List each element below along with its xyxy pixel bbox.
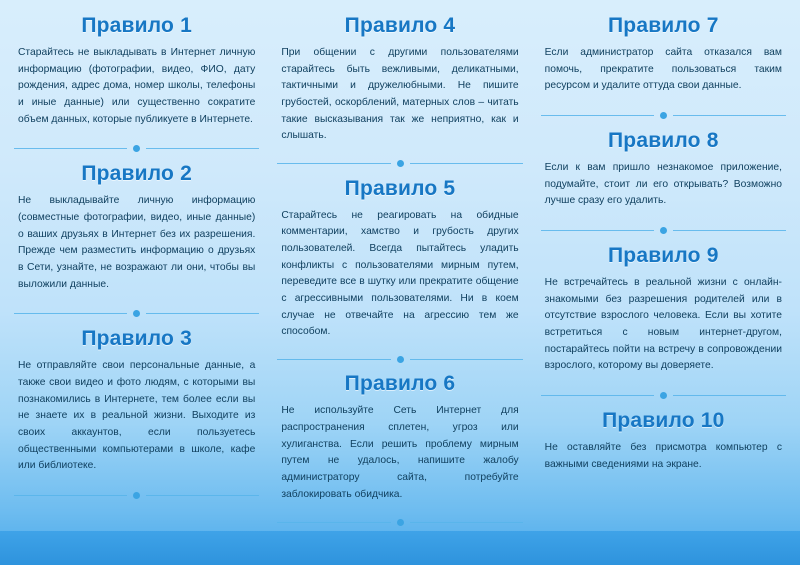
divider-line-right [146,313,259,314]
divider-dot-icon [397,519,404,526]
divider-line-left [541,395,654,396]
rule-title-3: Правило 3 [81,327,192,351]
rule-card-2 [14,158,259,293]
divider-2 [14,305,259,321]
divider-line-left [277,359,390,360]
divider-line-right [146,495,259,496]
rule-title-8: Правило 8 [608,129,719,153]
rule-title-1: Правило 1 [81,14,192,37]
divider-line-right [410,163,523,164]
rule-card-7 [541,10,786,95]
rule-card-4 [277,10,522,145]
rule-title-6: Правило 6 [344,372,456,396]
rule-text-9: Не встречайтесь в реальной жизни с онлайн-знакомыми без разрешения родителей или в отсутствие взрослого человека. Если вы хотите встретиться с новым интернет-другом, постарайтесь пойти на встречу в сопровождении взрослого, которому вы доверяете. [544,277,782,372]
rule-title-5: Правило 5 [344,176,456,200]
rules-column-2 [277,8,522,531]
rule-text-5: Старайтесь не реагировать на обидные комментарии, хамство и грубость других пользователей. Всегда пытайтесь уладить конфликты с пользователями мирным путем, переведите все в шутку или прекратите общение с агрессивными пользователями. Ни в коем случае не отвечайте на агрессию тем же способом. [281,209,519,338]
rule-card-6 [277,368,522,503]
rules-column-3 [541,8,786,531]
column-spacer [541,479,786,531]
divider-line-left [541,230,654,231]
divider-6 [277,515,522,529]
divider-line-right [673,115,786,116]
divider-line-left [14,313,127,314]
rule-text-1: Старайтесь не выкладывать в Интернет личную информацию (фотографии, видео, ФИО, дату рождения, адрес дома, номер школы, телефоны и иные данные) или существенно сократите объем данных, которые публикуете в Интернете. [18,47,256,125]
divider-dot-icon [133,145,140,152]
divider-5 [277,353,522,367]
divider-line-left [277,163,390,164]
rule-text-8: Если к вам пришло незнакомое приложение, подумайте, стоит ли его открывать? Возможно лучше сразу его удалить. [544,162,782,207]
column-spacer [14,505,259,531]
rule-title-9: Правило 9 [608,244,719,268]
divider-line-right [410,522,523,523]
divider-dot-icon [660,227,667,234]
rule-text-10: Не оставляйте без присмотра компьютер с важными сведениями на экране. [544,442,782,470]
divider-3 [14,487,259,503]
divider-dot-icon [133,310,140,317]
divider-line-right [410,359,523,360]
rule-card-10 [541,405,786,473]
divider-dot-icon [397,160,404,167]
divider-7 [541,107,786,123]
rule-card-8 [541,125,786,210]
divider-dot-icon [660,392,667,399]
divider-1 [14,140,259,156]
divider-line-left [277,522,390,523]
divider-4 [277,157,522,171]
rule-text-3: Не отправляйте свои персональные данные, а также свои видео и фото людям, с которыми вы познакомились в Интернете, тем более если вы не знаете их в реальной жизни. Выходите из своих аккаунтов, если пользуетесь общественными компьютерами в школе, кафе или библиотеке. [18,360,256,472]
rules-column-1 [14,8,259,531]
rule-title-2: Правило 2 [81,162,192,186]
divider-8 [541,222,786,238]
rule-card-1 [14,10,259,128]
rule-card-5 [277,173,522,341]
rule-text-6: Не используйте Сеть Интернет для распространения сплетен, угроз или хулиганства. Если решить проблему мирным путем не удалось, напишите жалобу администратору сайта, потребуйте заблокировать обидчика. [281,405,519,500]
divider-line-right [673,395,786,396]
rule-title-4: Правило 4 [344,14,456,37]
rule-text-2: Не выкладывайте личную информацию (совместные фотографии, видео, иные данные) о ваших друзьях в Интернет без их разрешения. Прежде чем разместить информацию о друзьях в Сети, узнайте, не возражают ли они, чтобы вы выложили данные. [18,195,256,290]
rule-title-7: Правило 7 [608,14,719,37]
divider-line-right [673,230,786,231]
divider-line-left [541,115,654,116]
divider-dot-icon [660,112,667,119]
divider-line-left [14,495,127,496]
divider-9 [541,387,786,403]
rule-card-3 [14,323,259,475]
divider-line-left [14,148,127,149]
rule-text-4: При общении с другими пользователями старайтесь быть вежливыми, деликатными, тактичными и дружелюбными. Не пишите грубостей, оскорблений, матерных слов – читать такие высказывания так же неприятно, как и слышать. [281,47,519,142]
divider-line-right [146,148,259,149]
rule-card-9 [541,240,786,375]
rule-text-7: Если администратор сайта отказался вам помочь, прекратите пользоваться таким ресурсом и удалите оттуда свои данные. [544,47,782,92]
divider-dot-icon [133,492,140,499]
rule-title-10: Правило 10 [602,409,725,433]
divider-dot-icon [397,356,404,363]
